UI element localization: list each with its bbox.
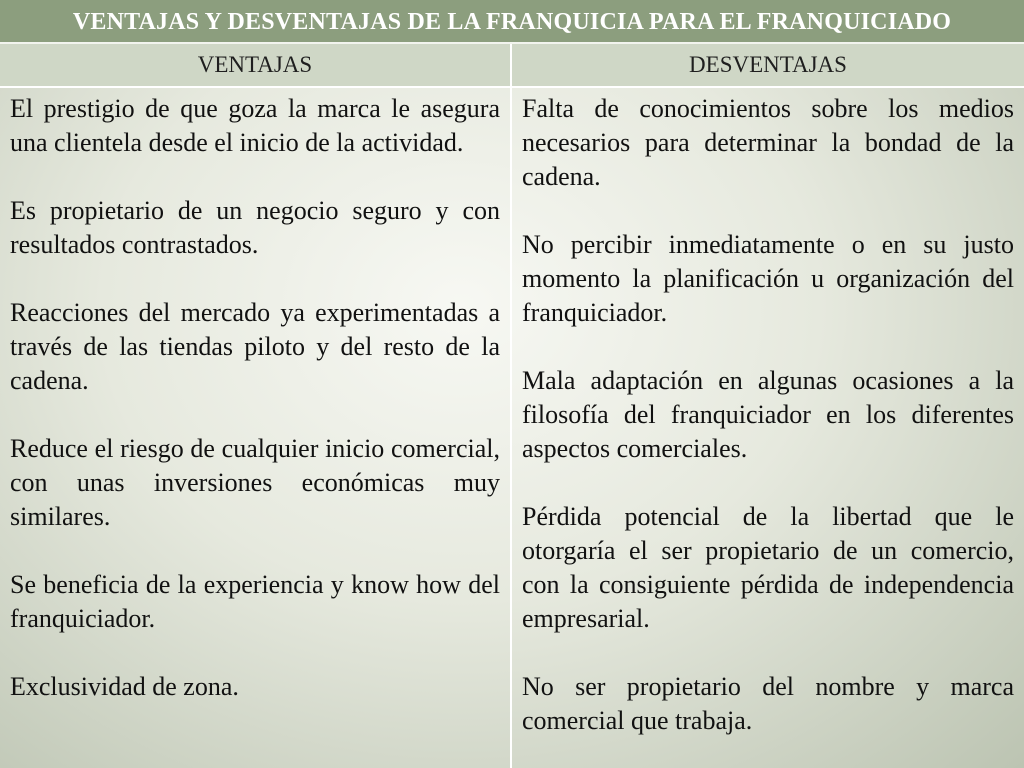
advantage-item: Reacciones del mercado ya experimentadas a través de las tiendas piloto y del resto de la cadena. (10, 298, 500, 395)
disadvantage-item: Pérdida potencial de la libertad que le otorgaría el ser propietario de un comercio, con la consiguiente pérdida de independencia empresarial. (522, 502, 1014, 633)
advantages-column (0, 88, 512, 768)
advantage-item: El prestigio de que goza la marca le asegura una clientela desde el inicio de la actividad. (10, 94, 500, 157)
advantage-item: Reduce el riesgo de cualquier inicio comercial, con unas inversiones económicas muy similares. (10, 434, 500, 531)
disadvantage-item: No ser propietario del nombre y marca comercial que trabaja. (522, 672, 1014, 735)
advantage-item: Es propietario de un negocio seguro y con resultados contrastados. (10, 196, 500, 259)
comparison-table (0, 44, 1024, 768)
advantages-header: VENTAJAS (0, 44, 512, 88)
advantage-item: Se beneficia de la experiencia y know how del franquiciador. (10, 570, 500, 633)
slide-title: VENTAJAS Y DESVENTAJAS DE LA FRANQUICIA PARA EL FRANQUICIADO (0, 0, 1024, 44)
disadvantage-item: No percibir inmediatamente o en su justo momento la planificación u organización del franquiciador. (522, 230, 1014, 327)
disadvantage-item: Falta de conocimientos sobre los medios necesarios para determinar la bondad de la cadena. (522, 94, 1014, 191)
disadvantage-item: Mala adaptación en algunas ocasiones a la filosofía del franquiciador en los diferentes aspectos comerciales. (522, 366, 1014, 463)
disadvantages-column (512, 88, 1024, 768)
advantage-item: Exclusividad de zona. (10, 672, 239, 701)
disadvantages-header: DESVENTAJAS (512, 44, 1024, 88)
